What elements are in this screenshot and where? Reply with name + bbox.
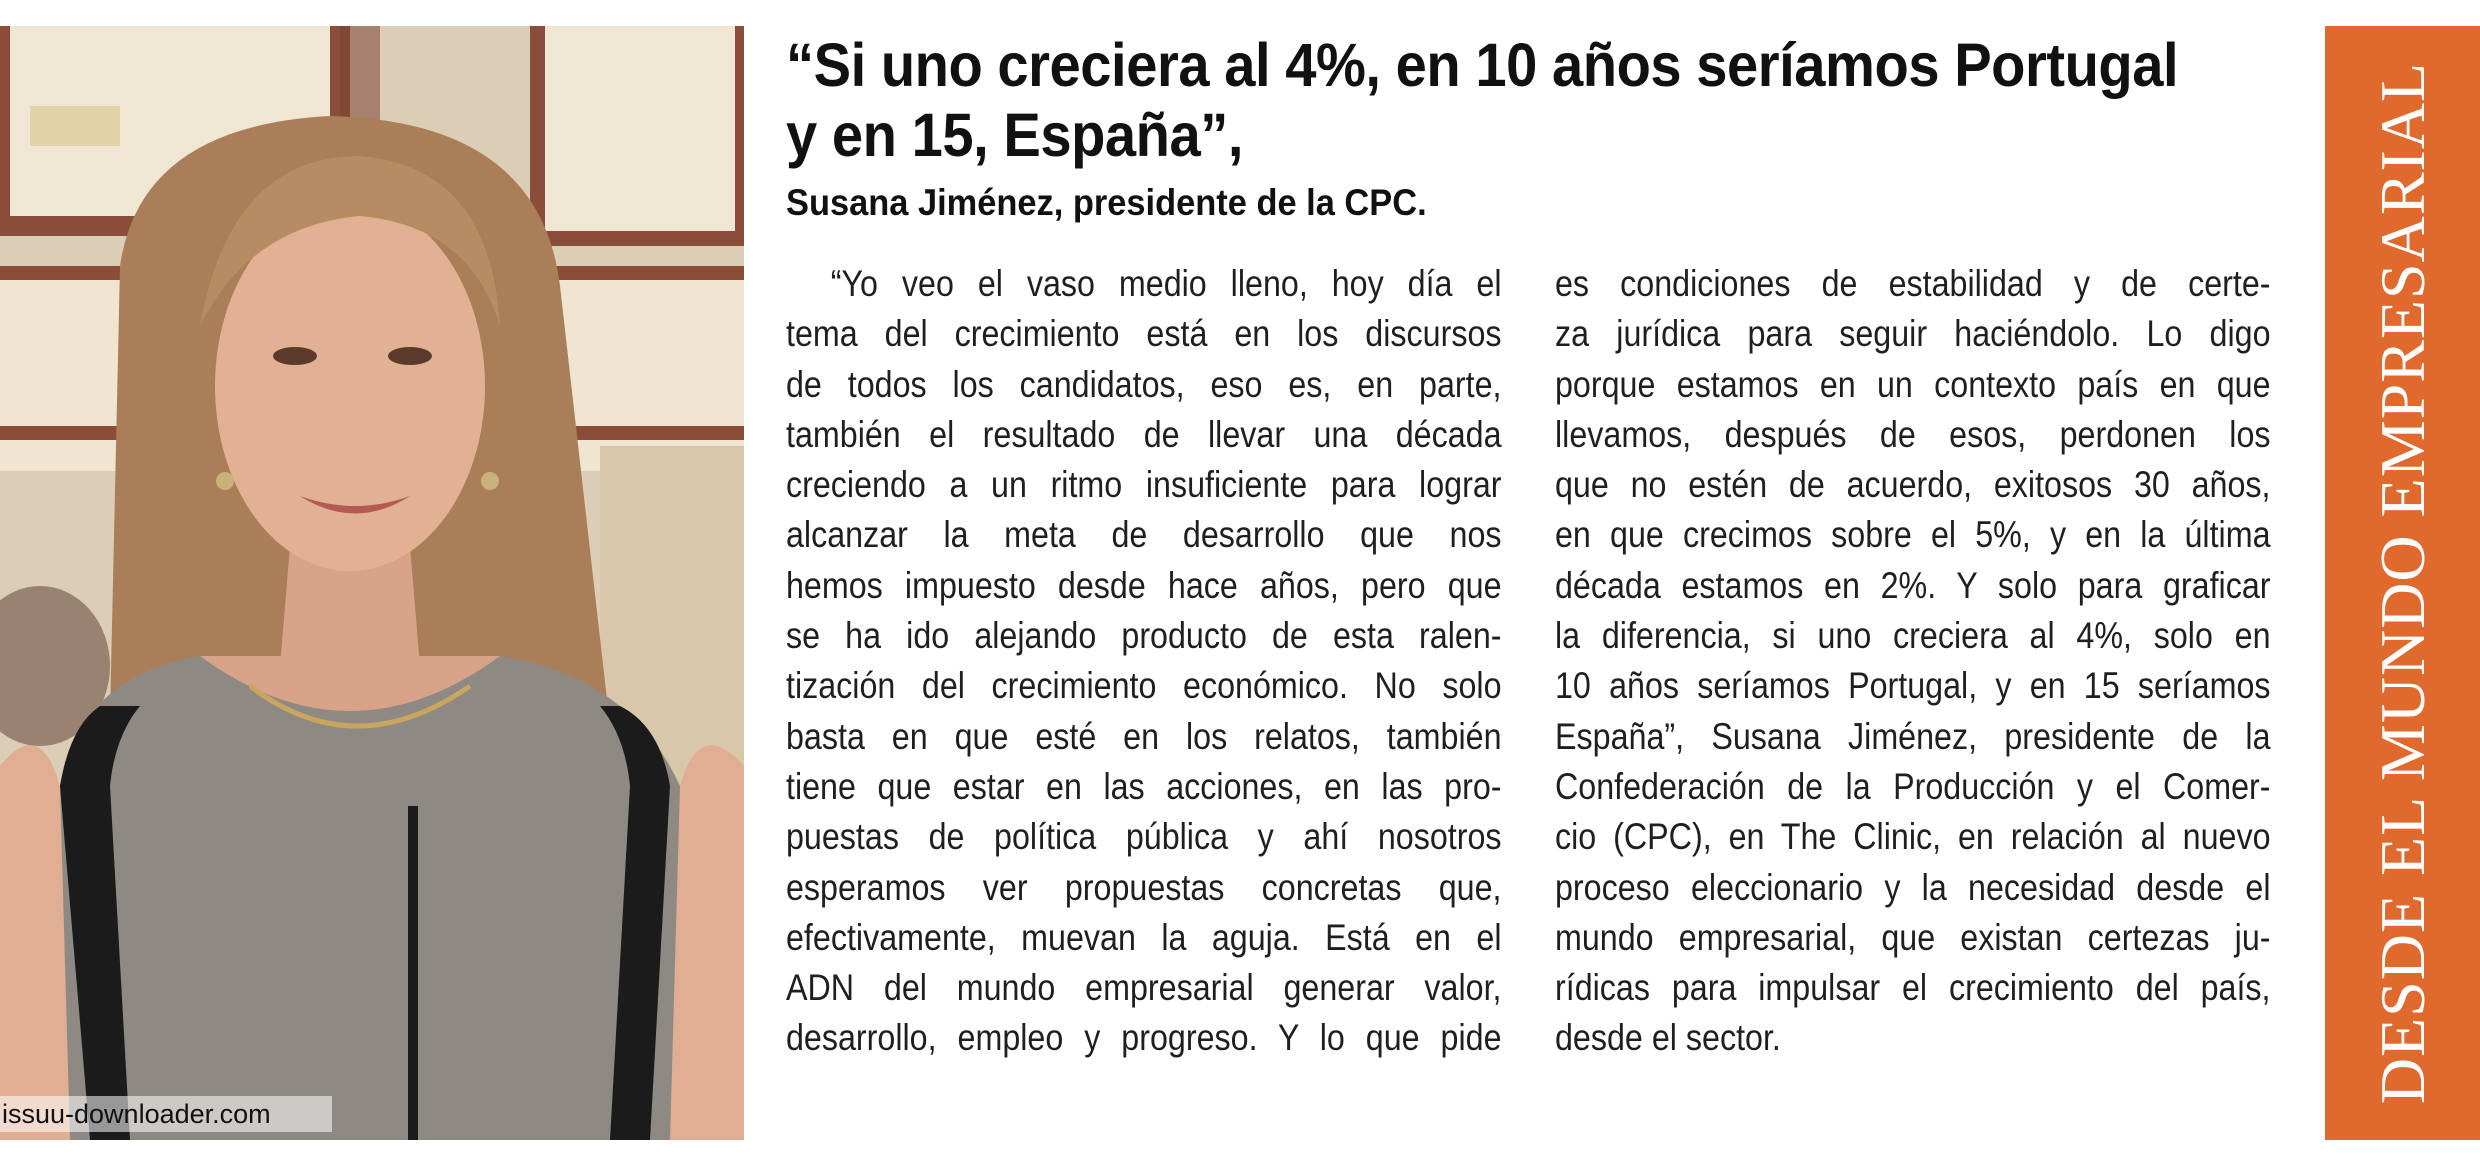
body-line: desde el sector. [1555, 1016, 1781, 1059]
body-line: esperamos ver propuestas concretas que, [786, 865, 1502, 908]
article-header [786, 30, 2276, 226]
body-line: se ha ido alejando producto de esta ralen- [786, 614, 1502, 657]
body-line: alcanzar la meta de desarrollo que nos [786, 513, 1502, 556]
body-line: porque estamos en un contexto país en que [1555, 362, 2271, 405]
watermark-text: issuu-downloader.com [0, 1096, 332, 1132]
body-line: “Yo veo el vaso medio lleno, hoy día el [830, 262, 1502, 304]
section-label: DESDE EL MUNDO EMPRESARIAL [2366, 61, 2438, 1105]
body-line: Confederación de la Producción y el Comer- [1555, 764, 2271, 807]
headline-line-2: y en 15, España”, [786, 101, 1243, 169]
headline [786, 30, 2258, 170]
body-column-right [1555, 258, 2271, 1063]
body-line: 10 años seríamos Portugal, y en 15 seríamos [1555, 664, 2271, 707]
body-line: efectivamente, muevan la aguja. Está en el [786, 915, 1502, 958]
body-line: tización del crecimiento económico. No solo [786, 664, 1502, 707]
body-line: la diferencia, si uno creciera al 4%, solo en [1555, 614, 2271, 657]
body-line: ADN del mundo empresarial generar valor, [786, 966, 1502, 1009]
body-column-left [786, 258, 1502, 1063]
body-line: basta en que esté en los relatos, también [786, 714, 1502, 757]
section-band [2325, 26, 2480, 1140]
byline: Susana Jiménez, presidente de la CPC. [786, 182, 1427, 223]
body-line: tiene que estar en las acciones, en las pro- [786, 764, 1502, 807]
body-line: España”, Susana Jiménez, presidente de la [1555, 714, 2271, 757]
body-line: tema del crecimiento está en los discursos [786, 312, 1502, 355]
body-line: creciendo a un ritmo insuficiente para lograr [786, 463, 1502, 506]
body-line: de todos los candidatos, eso es, en parte, [786, 362, 1502, 405]
body-line: desarrollo, empleo y progreso. Y lo que pide [786, 1016, 1502, 1059]
body-line: hemos impuesto desde hace años, pero que [786, 563, 1502, 606]
body-line: za jurídica para seguir haciéndolo. Lo digo [1555, 312, 2271, 355]
body-line: década estamos en 2%. Y solo para graficar [1555, 563, 2271, 606]
body-line: proceso eleccionario y la necesidad desde el [1555, 865, 2271, 908]
body-line: es condiciones de estabilidad y de certe- [1555, 262, 2271, 304]
body-line: rídicas para impulsar el crecimiento del país, [1555, 966, 2271, 1009]
body-line: también el resultado de llevar una década [786, 412, 1502, 455]
body-line: llevamos, después de esos, perdonen los [1555, 412, 2271, 455]
body-line: en que crecimos sobre el 5%, y en la última [1555, 513, 2271, 556]
portrait-illustration [0, 26, 744, 1140]
portrait-photo [0, 26, 744, 1140]
body-line: mundo empresarial, que existan certezas ju- [1555, 915, 2271, 958]
body-line: cio (CPC), en The Clinic, en relación al nuevo [1555, 815, 2271, 858]
body-line: puestas de política pública y ahí nosotros [786, 815, 1502, 858]
body-line: que no estén de acuerdo, exitosos 30 años, [1555, 463, 2271, 506]
headline-line-1: “Si uno creciera al 4%, en 10 años seríamos Portugal [786, 31, 2179, 99]
